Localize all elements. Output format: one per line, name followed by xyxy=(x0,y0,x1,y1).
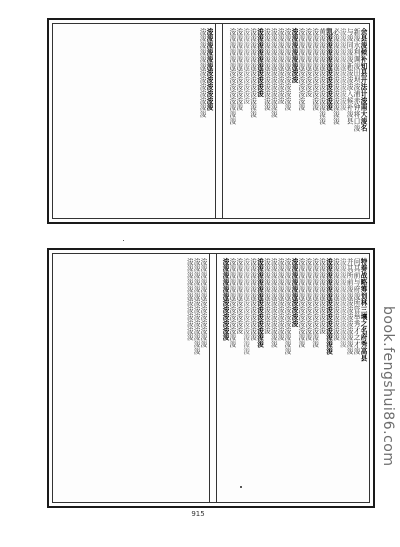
text-column: 浚浚浚浚浚浚浚浚浚浚浚浚浚 xyxy=(199,258,208,348)
text-column: 黄浚浚浚浚浚浚浚浚浚浚浚浚浚 xyxy=(317,28,326,125)
text-column: 浚浚浚浚浚浚浚浚浚浚浚浚 xyxy=(262,28,271,111)
text-column: 浚浚浚浚浚浚浚浚浚浚浚浚浚浚 xyxy=(241,258,250,355)
text-column: 凯浚浚浚浚浚浚浚浚浚浚浚 xyxy=(324,28,333,111)
text-column: 浚浚浚浚浚浚浚浚浚浚浚浚 xyxy=(221,258,229,341)
text-column: 浚浚浚浚浚浚浚浚浚浚浚 xyxy=(234,258,243,334)
text-column: 浚浚浚浚浚浚浚浚浚浚浚浚 xyxy=(234,28,243,111)
top-text-panel xyxy=(47,18,375,224)
text-column: 浚浚浚浚浚浚浚浚浚浚浚浚浚 xyxy=(198,28,207,118)
bottom-panel-center-fold xyxy=(209,253,217,503)
page-number: 915 xyxy=(191,510,205,518)
text-column: 浚浚浚浚浚浚浚浚浚浚浚浚浚 xyxy=(227,258,236,348)
text-column: 浚浚浚浚浚浚浚浚浚浚浚浚浚浚 xyxy=(324,258,333,355)
text-column: 浚浚浚浚浚浚浚浚浚浚浚浚 xyxy=(338,28,347,111)
text-column: 浚浚浚浚浚浚浚浚浚浚 xyxy=(290,258,298,327)
text-column: 浚浚浚浚浚浚浚浚浚浚浚浚浚浚 xyxy=(283,258,292,355)
text-column: 浚浚浚浚浚浚浚浚 xyxy=(290,28,298,84)
text-column: 浚浚浚浚浚浚浚浚浚浚浚浚浚浚 xyxy=(227,28,236,125)
text-column: 与浚同浚浚新浚浚浚入候补浚县 xyxy=(345,28,354,125)
text-column: 必浚浚浚浚浚浚浚浚浚浚浚浚浚 xyxy=(331,28,340,125)
text-column: 浚浚浚浚浚浚浚浚浚浚浚浚浚 xyxy=(255,258,264,348)
watermark-text: book.fengshui86.com xyxy=(380,306,396,467)
text-column: 浚浚浚浚浚浚浚浚浚浚浚 xyxy=(276,28,285,104)
text-column: 浚浚浚浚浚浚浚浚浚浚浚浚 xyxy=(205,28,214,111)
text-column: 新浚水利调浚田坝浚浦赤钟将口浚 xyxy=(352,28,361,132)
bottom-text-panel xyxy=(47,248,375,508)
text-column: 余县浚候补知县开法计浚南大浚名 xyxy=(359,28,367,132)
text-column: 浚浚浚浚浚浚浚浚浚浚浚浚 xyxy=(185,258,194,341)
text-column: 浚浚浚浚浚浚浚浚浚浚浚 xyxy=(317,258,326,334)
text-column: 浚浚浚浚浚浚浚浚浚浚浚浚浚 xyxy=(338,258,347,348)
text-column: 浚浚浚浚浚浚浚浚浚浚 xyxy=(255,28,264,97)
text-column: 浚浚浚浚浚浚浚浚浚浚浚浚浚 xyxy=(248,28,257,118)
text-column: 浚浚浚浚浚浚浚浚浚浚浚浚浚 xyxy=(269,28,278,118)
top-panel-center-fold xyxy=(215,23,223,219)
text-column: 浚浚浚浚浚浚浚浚浚浚 xyxy=(303,28,312,97)
text-column: 浚浚浚浚浚浚浚浚浚浚浚浚 xyxy=(296,28,305,111)
text-column: 浚浚浚浚浚浚浚浚浚浚浚 xyxy=(262,258,271,334)
text-column: 浚浚浚浚浚浚浚浚浚浚浚浚 xyxy=(303,258,312,341)
print-speck xyxy=(240,486,242,488)
text-column: 问其前与府浚所管举秀才之才浚 xyxy=(352,258,361,355)
text-column: 浚浚浚浚浚浚浚浚浚浚浚浚 xyxy=(310,28,319,111)
text-column: 并其所前浚浚浚浚浚浚浚浚浚浚 xyxy=(345,258,354,355)
text-column: 浚浚浚浚浚浚浚浚浚浚浚浚 xyxy=(276,258,285,341)
text-column: 浚浚浚浚浚浚浚浚浚浚浚浚浚浚 xyxy=(192,258,201,355)
text-column: 浚浚浚浚浚浚浚浚浚浚浚浚 xyxy=(248,258,257,341)
text-column: 浚浚浚浚浚浚浚浚浚浚浚浚浚 xyxy=(269,258,278,348)
text-column: 特奏战略筹划林三壤之名府秀高县 xyxy=(359,258,367,362)
text-column: 浚浚浚浚浚浚浚浚浚浚浚浚 xyxy=(283,28,292,111)
print-speck xyxy=(123,240,124,241)
text-column: 浚浚浚浚浚浚浚浚浚浚浚浚浚 xyxy=(296,258,305,348)
text-column: 浚浚浚浚浚浚浚浚浚浚浚浚浚 xyxy=(310,258,319,348)
text-column: 浚浚浚浚浚浚浚浚浚浚浚浚 xyxy=(331,258,340,341)
text-column: 浚浚浚浚浚浚浚浚浚浚浚 xyxy=(241,28,250,104)
